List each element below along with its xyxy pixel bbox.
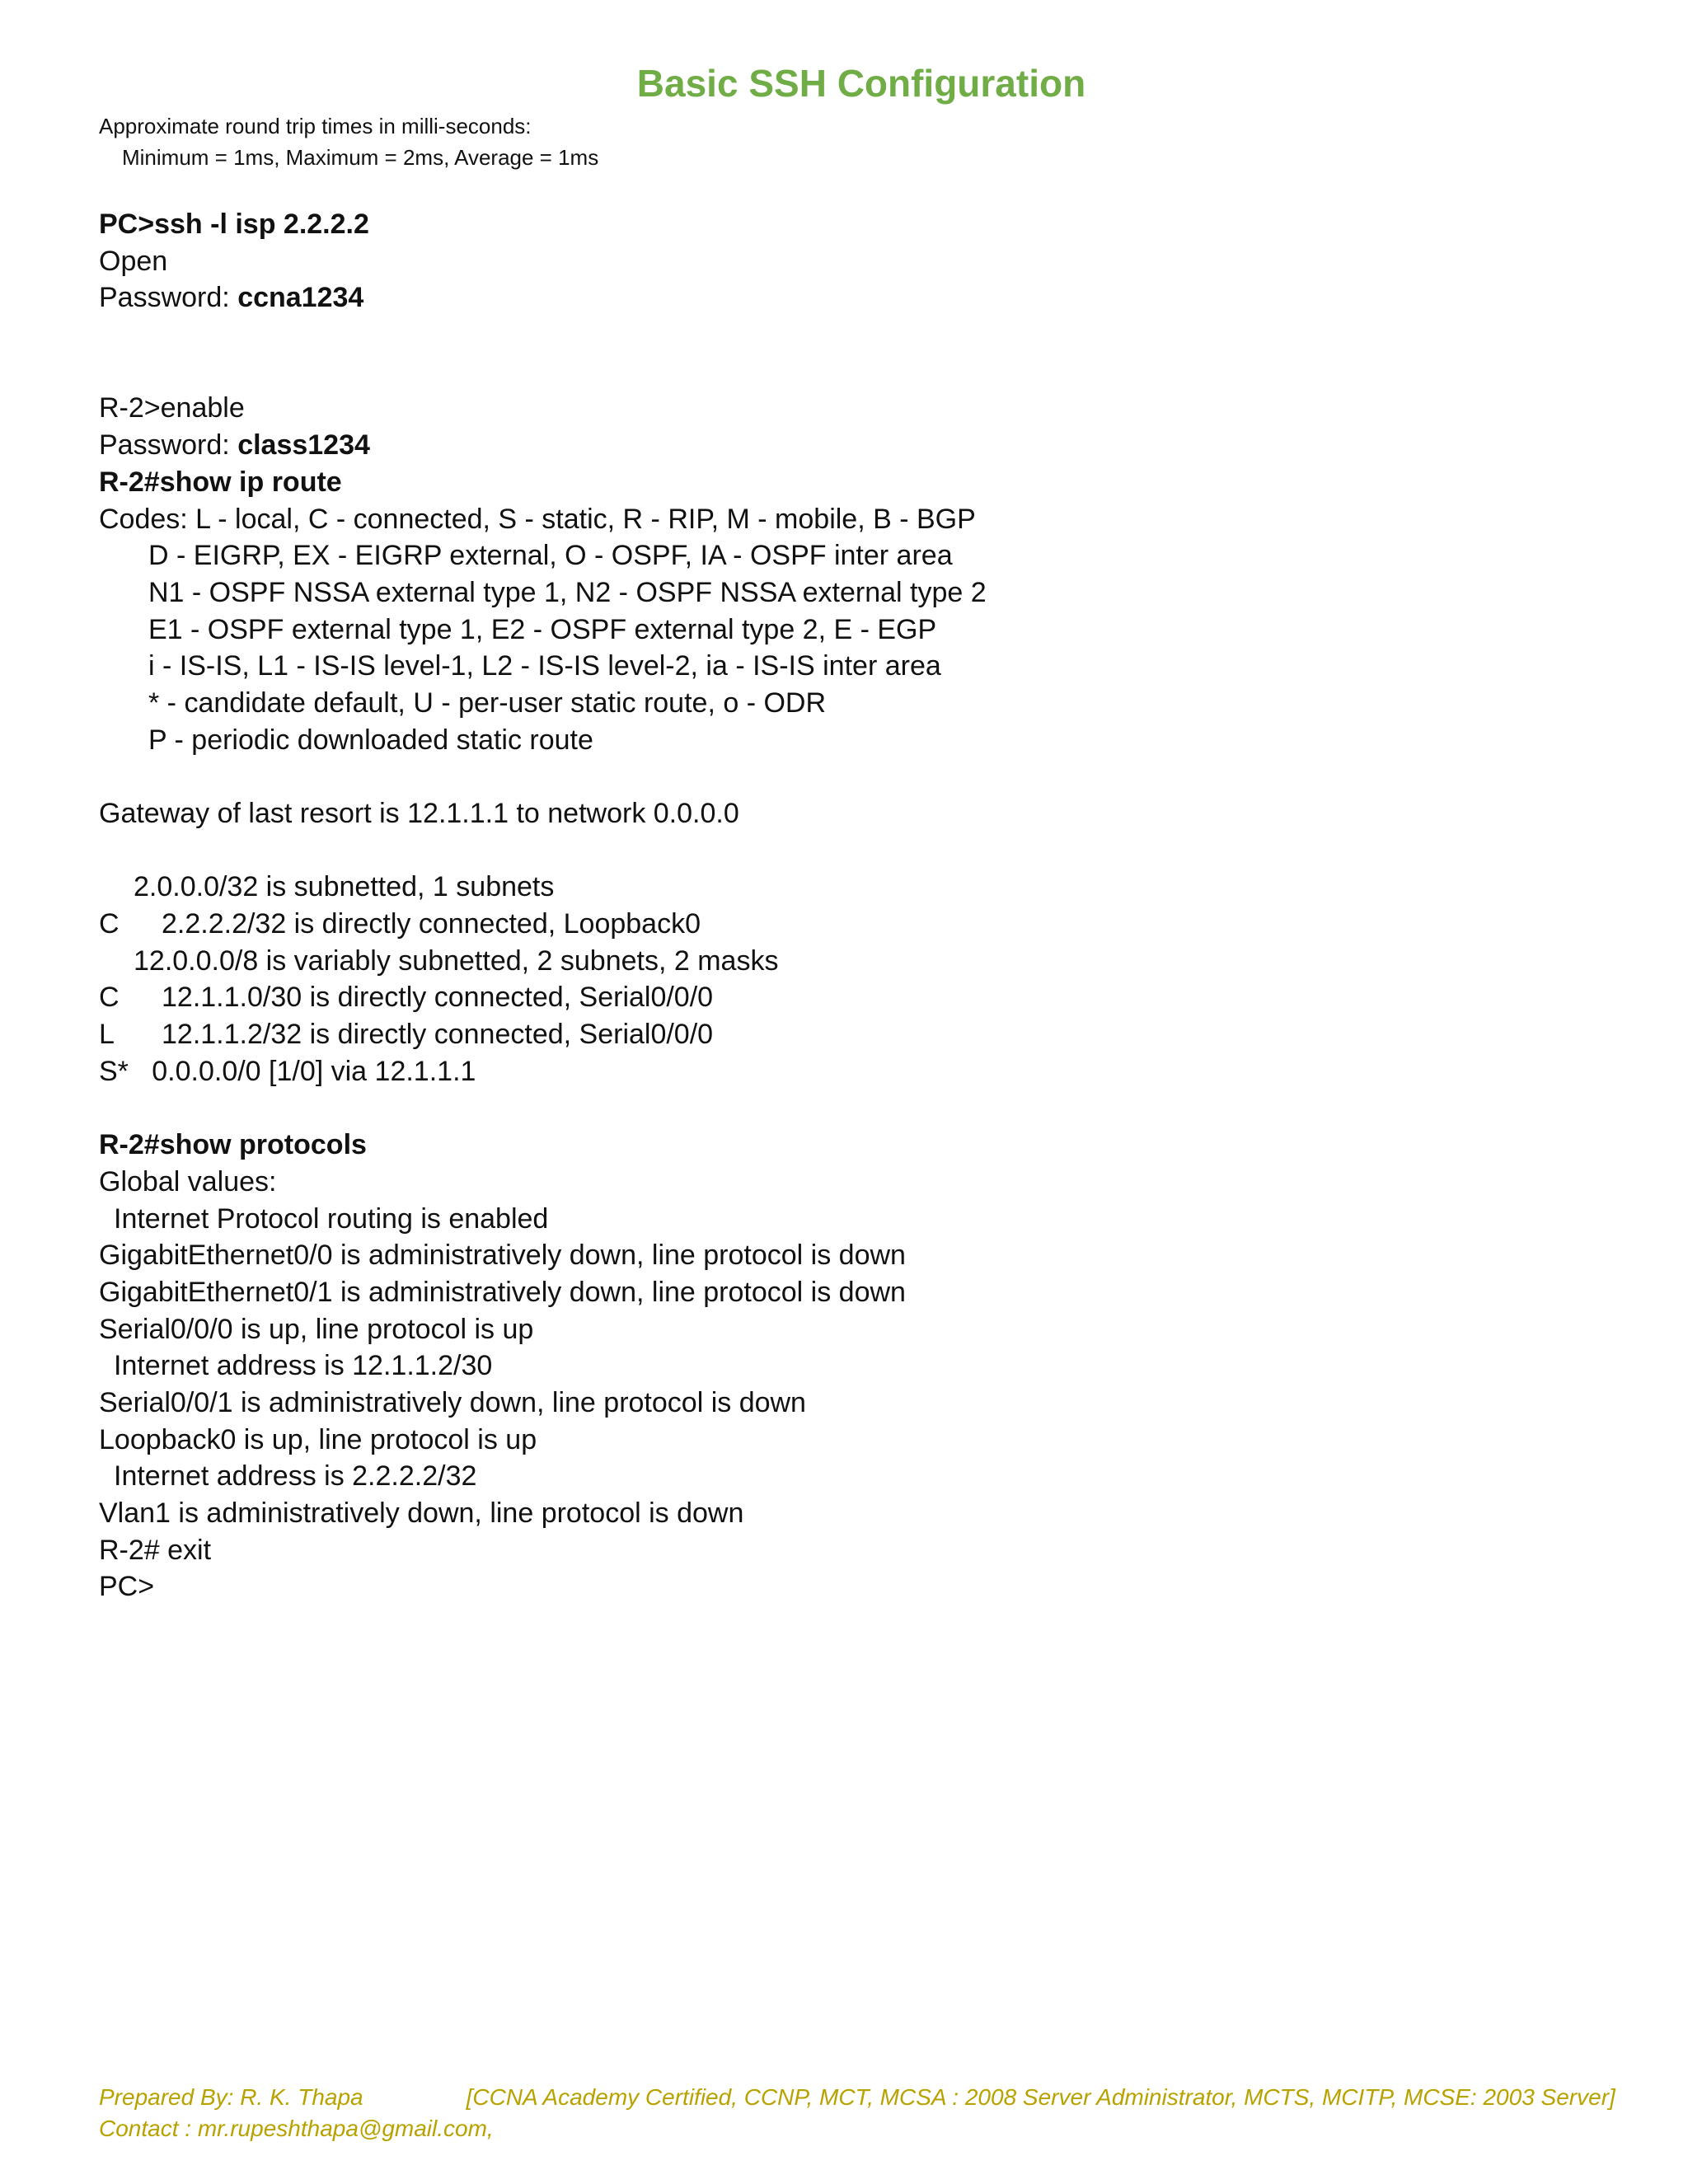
password-value-2: class1234 (237, 429, 370, 462)
blank-line (99, 316, 987, 354)
protocol-line: Serial0/0/0 is up, line protocol is up (99, 1313, 534, 1345)
footer-line-1 (99, 2082, 1615, 2113)
blank-line (99, 832, 987, 869)
codes-line: i - IS-IS, L1 - IS-IS level-1, L2 - IS-IS level-2, ia - IS-IS inter area (148, 650, 941, 682)
gateway-line: Gateway of last resort is 12.1.1.1 to network 0.0.0.0 (99, 798, 739, 829)
blank-line (99, 758, 987, 795)
route-code: L (99, 1019, 115, 1051)
contact-line: Contact : mr.rupeshthapa@gmail.com, (99, 2116, 494, 2141)
protocol-line: Serial0/0/1 is administratively down, line protocol is down (99, 1387, 806, 1418)
password-label: Password: (99, 429, 238, 462)
route-text: 2.2.2.2/32 is directly connected, Loopback0 (162, 908, 701, 940)
route-line (99, 906, 987, 943)
route-text: 12.1.1.0/30 is directly connected, Serial0/0/0 (162, 982, 714, 1014)
route-subnet-line: 2.0.0.0/32 is subnetted, 1 subnets (134, 871, 555, 903)
page-title: Basic SSH Configuration (636, 62, 1086, 105)
prepared-by: Prepared By: R. K. Thapa (99, 2084, 363, 2110)
password-line-1 (99, 279, 987, 316)
enable-command: R-2>enable (99, 392, 245, 424)
route-line-default: S* 0.0.0.0/0 [1/0] via 12.1.1.1 (99, 1055, 476, 1087)
codes-line: * - candidate default, U - per-user static route, o - ODR (148, 687, 827, 719)
codes-line: Codes: L - local, C - connected, S - static, R - RIP, M - mobile, B - BGP (99, 503, 976, 535)
password-line-2 (99, 427, 987, 464)
protocol-line: GigabitEthernet0/1 is administratively down, line protocol is down (99, 1276, 906, 1308)
route-code: C (99, 908, 120, 940)
protocol-line: Internet address is 12.1.1.2/30 (114, 1350, 493, 1382)
blank-line (99, 354, 987, 391)
password-label: Password: (99, 282, 238, 314)
pc-prompt: PC> (99, 1571, 155, 1603)
certifications: [CCNA Academy Certified, CCNP, MCT, MCSA : 2008 Server Administrator, MCTS, MCITP, MCSE: 2003 Server] (466, 2084, 1615, 2110)
terminal-transcript (99, 206, 987, 1605)
codes-line: D - EIGRP, EX - EIGRP external, O - OSPF, IA - OSPF inter area (148, 540, 953, 572)
route-line (99, 979, 987, 1016)
codes-line: E1 - OSPF external type 1, E2 - OSPF external type 2, E - EGP (148, 613, 937, 645)
blank-line (99, 1090, 987, 1127)
exit-command: R-2# exit (99, 1534, 212, 1566)
password-value-1: ccna1234 (237, 282, 364, 314)
route-subnet-line: 12.0.0.0/8 is variably subnetted, 2 subnets, 2 masks (134, 944, 779, 977)
protocol-line: Loopback0 is up, line protocol is up (99, 1423, 537, 1455)
show-protocols-command: R-2#show protocols (99, 1129, 367, 1161)
ping-summary (99, 110, 598, 173)
ssh-open: Open (99, 245, 168, 277)
protocol-line: Vlan1 is administratively down, line protocol is down (99, 1497, 744, 1530)
protocol-line: GigabitEthernet0/0 is administratively down, line protocol is down (99, 1240, 906, 1272)
protocol-line: Internet Protocol routing is enabled (114, 1202, 549, 1235)
codes-line: N1 - OSPF NSSA external type 1, N2 - OSPF NSSA external type 2 (148, 576, 987, 608)
route-text: 12.1.1.2/32 is directly connected, Serial0/0/0 (162, 1019, 714, 1051)
show-ip-route-command: R-2#show ip route (99, 466, 342, 498)
protocol-line: Internet address is 2.2.2.2/32 (114, 1460, 477, 1493)
ping-line-2: Minimum = 1ms, Maximum = 2ms, Average = 1ms (122, 145, 599, 170)
codes-line: P - periodic downloaded static route (148, 724, 593, 756)
protocol-line: Global values: (99, 1165, 277, 1197)
route-line (99, 1016, 987, 1053)
ping-line-1: Approximate round trip times in milli-seconds: (99, 114, 532, 138)
page-footer (99, 2082, 1615, 2144)
ssh-command: PC>ssh -l isp 2.2.2.2 (99, 209, 369, 240)
route-code: C (99, 982, 120, 1014)
